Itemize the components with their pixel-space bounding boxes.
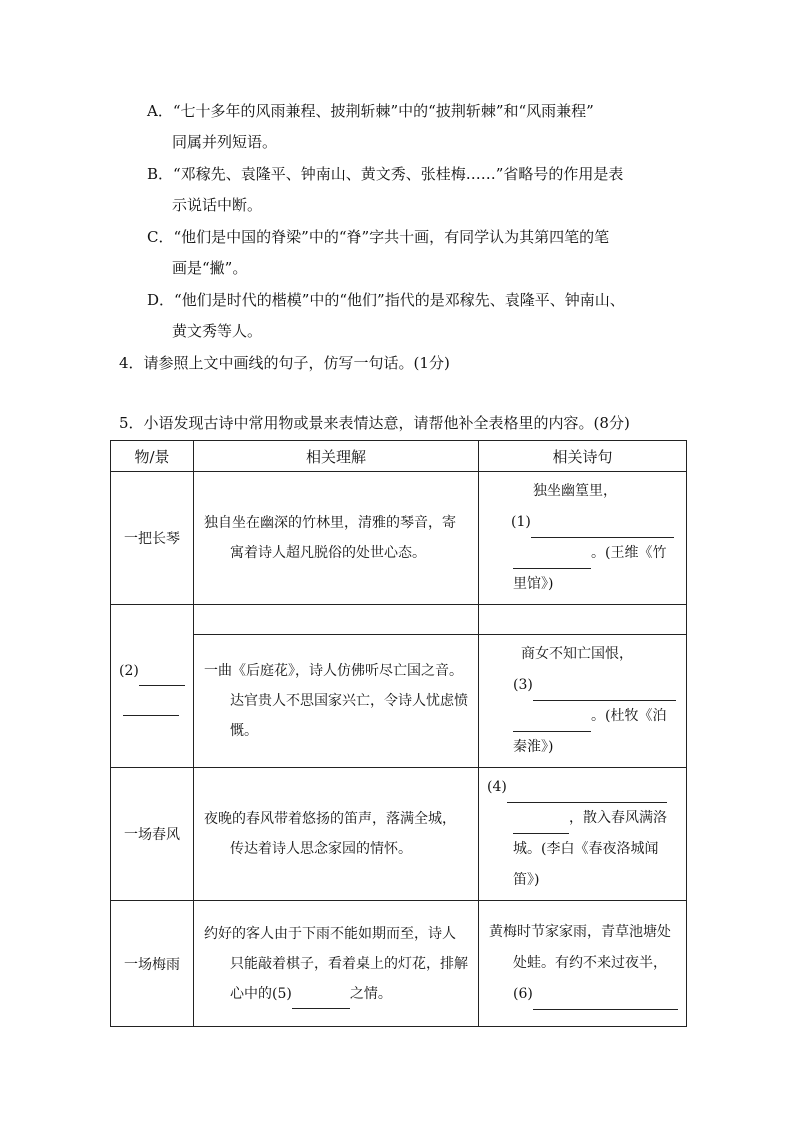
option-b-line2: 示说话中断。: [172, 196, 263, 214]
understanding-cell: [194, 472, 479, 605]
answer-blank-4-cont[interactable]: [513, 817, 569, 834]
table-row: [111, 635, 687, 768]
poem-line: 黄梅时节家家雨，青草池塘处处蛙。有约不来过夜半，: [489, 924, 671, 971]
answer-blank-6[interactable]: [533, 993, 678, 1010]
poem-rest: ，散入春风满洛城。(李白《春夜洛城闻笛》): [513, 810, 667, 888]
table-row: [111, 605, 687, 635]
option-a-line1: A．“七十多年的风雨兼程、披荆斩棘”中的“披荆斩棘”和“风雨兼程”: [147, 102, 594, 120]
understanding-cell: [194, 768, 479, 901]
answer-blank-1[interactable]: [531, 521, 674, 538]
thing-cell: 一场春风: [111, 768, 194, 901]
option-c-line2: 画是“撇”。: [172, 259, 248, 277]
understanding-pre: 约好的客人由于下雨不能如期而至，诗人只能敲着棋子，看着桌上的灯花，排解心中的: [204, 925, 468, 1002]
option-d-line2: 黄文秀等人。: [172, 322, 263, 340]
poem-cell: [479, 635, 687, 768]
answer-blank-1-cont[interactable]: [513, 552, 591, 569]
empty-cell: [479, 605, 687, 635]
poem-line: 独坐幽篁里，: [533, 483, 617, 499]
understanding-text: 独自坐在幽深的竹林里，清雅的琴音，寄寓着诗人超凡脱俗的处世心态。: [204, 515, 456, 561]
poem-cell: [479, 901, 687, 1027]
thing-cell: [111, 605, 194, 768]
thing-cell: 一场梅雨: [111, 901, 194, 1027]
answer-blank-2-cont[interactable]: [123, 699, 179, 716]
poem-text: [479, 472, 686, 604]
blank-label: (5): [272, 985, 292, 1002]
header-thing: 物/景: [111, 441, 194, 472]
answer-blank-5[interactable]: [292, 992, 350, 1009]
answer-blank-2[interactable]: [139, 669, 185, 686]
understanding-text: [194, 915, 478, 1013]
option-c-line1: C．“他们是中国的脊梁”中的“脊”字共十画，有同学认为其第四笔的笔: [147, 228, 610, 246]
empty-cell: [194, 605, 479, 635]
understanding-post: 之情。: [349, 985, 392, 1002]
understanding-cell: [194, 901, 479, 1027]
poem-source: 。(王维《竹里馆》): [513, 545, 667, 592]
poem-cell: [479, 472, 687, 605]
question-5: 5．小语发现古诗中常用物或景来表情达意，请帮他补全表格里的内容。(8分): [119, 414, 630, 432]
poem-text: [479, 635, 686, 767]
table-row: [111, 768, 687, 901]
poem-source: 。(杜牧《泊秦淮》): [513, 708, 667, 755]
header-poem: 相关诗句: [479, 441, 687, 472]
poem-text: [479, 913, 686, 1014]
question-4: 4．请参照上文中画线的句子，仿写一句话。(1分): [119, 354, 450, 372]
blank-label: (6): [513, 986, 533, 1002]
answer-blank-3[interactable]: [533, 684, 676, 701]
table-header-row: [111, 441, 687, 472]
blank-label: (4): [487, 779, 507, 795]
answer-blank-3-cont[interactable]: [513, 715, 591, 732]
understanding-cell: [194, 635, 479, 768]
header-understanding: 相关理解: [194, 441, 479, 472]
option-b-line1: B．“邓稼先、袁隆平、钟南山、黄文秀、张桂梅……”省略号的作用是表: [147, 165, 624, 183]
blank-label: (1): [511, 514, 531, 530]
understanding-text: 一曲《后庭花》，诗人仿佛听尽亡国之音。达官贵人不思国家兴亡，令诗人忧虑愤慨。: [204, 663, 468, 739]
table-row: [111, 472, 687, 605]
poetry-table: [110, 440, 687, 1027]
poem-cell: [479, 768, 687, 901]
understanding-text: 夜晚的春风带着悠扬的笛声，落满全城，传达着诗人思念家园的情怀。: [204, 811, 456, 857]
poem-line: 商女不知亡国恨，: [521, 646, 633, 662]
blank-label: (2): [119, 663, 139, 679]
option-a-line2: 同属并列短语。: [172, 133, 278, 151]
thing-cell: 一把长琴: [111, 472, 194, 605]
option-d-line1: D．“他们是时代的楷模”中的“他们”指代的是邓稼先、袁隆平、钟南山、: [147, 291, 625, 309]
poem-text: [479, 768, 686, 900]
blank-label: (3): [513, 677, 533, 693]
answer-blank-4[interactable]: [507, 786, 667, 803]
table-row: [111, 901, 687, 1027]
